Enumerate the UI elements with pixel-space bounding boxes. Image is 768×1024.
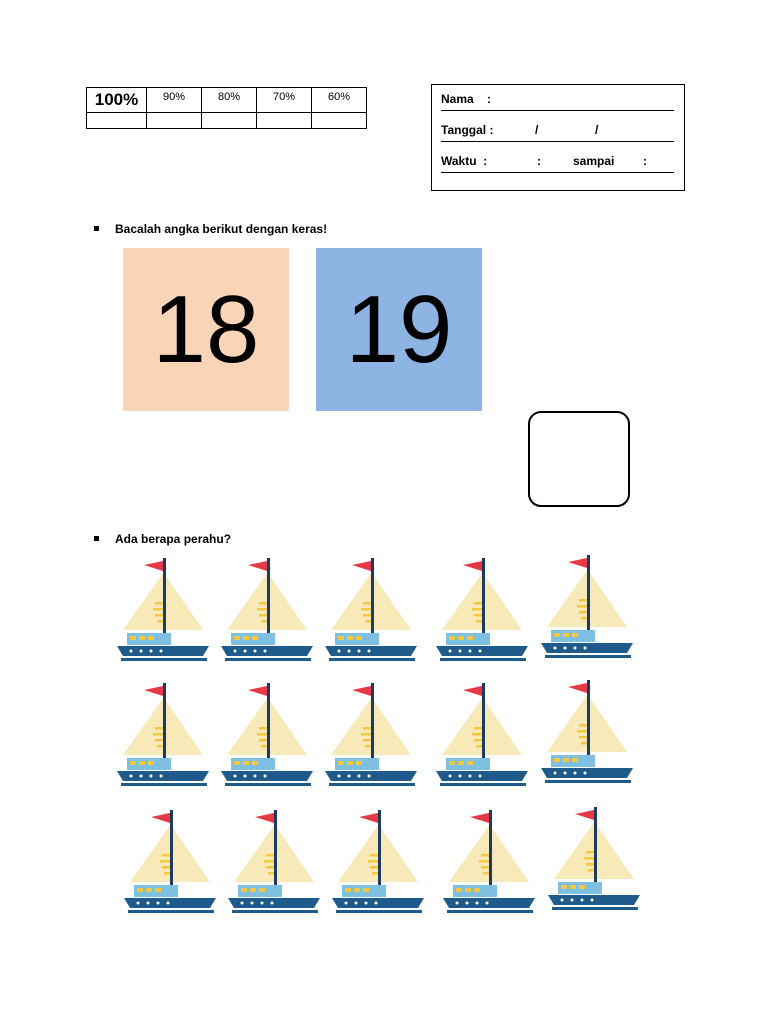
grade-cell[interactable] (312, 113, 367, 129)
boat-icon (436, 683, 528, 786)
instruction-text: Bacalah angka berikut dengan keras! (115, 222, 328, 236)
grade-cell[interactable] (87, 113, 147, 129)
instruction-text: Ada berapa perahu? (115, 532, 232, 546)
boat-icon (436, 558, 528, 661)
bullet-icon (94, 226, 99, 231)
waktu-label: Waktu : (441, 154, 488, 168)
waktu-row[interactable] (441, 148, 674, 173)
grade-80: 80% (202, 88, 257, 113)
boat-icon (117, 683, 209, 786)
boat-icon (117, 558, 209, 661)
waktu-colon: : (643, 154, 647, 168)
boat-icon (325, 558, 417, 661)
boat-icon (221, 558, 313, 661)
boat-icon (548, 807, 640, 910)
tanggal-label: Tanggal : (441, 123, 494, 137)
boat-icon (541, 680, 633, 783)
tanggal-separator: / (535, 123, 539, 137)
identity-box (431, 84, 685, 191)
tanggal-separator: / (595, 123, 599, 137)
bullet-icon (94, 536, 99, 541)
boat-icon (443, 810, 535, 913)
nama-label: Nama : (441, 92, 492, 106)
grade-70: 70% (257, 88, 312, 113)
grade-100: 100% (87, 88, 147, 113)
grade-cell[interactable] (202, 113, 257, 129)
grade-cell[interactable] (257, 113, 312, 129)
tanggal-row[interactable] (441, 117, 674, 142)
grade-60: 60% (312, 88, 367, 113)
boat-icon (541, 555, 633, 658)
instruction-read-numbers (94, 222, 327, 236)
waktu-colon: : (537, 154, 541, 168)
answer-box[interactable] (528, 411, 630, 507)
nama-row[interactable] (441, 86, 674, 111)
instruction-count-boats (94, 532, 231, 546)
boat-icon (124, 810, 216, 913)
boat-icon (228, 810, 320, 913)
number-card-19: 19 (316, 248, 482, 411)
boat-icon (332, 810, 424, 913)
number-card-18: 18 (123, 248, 289, 411)
grade-90: 90% (147, 88, 202, 113)
score-table (86, 87, 367, 129)
boat-icon (325, 683, 417, 786)
boat-icon (221, 683, 313, 786)
grade-cell[interactable] (147, 113, 202, 129)
sampai-label: sampai (573, 154, 615, 168)
